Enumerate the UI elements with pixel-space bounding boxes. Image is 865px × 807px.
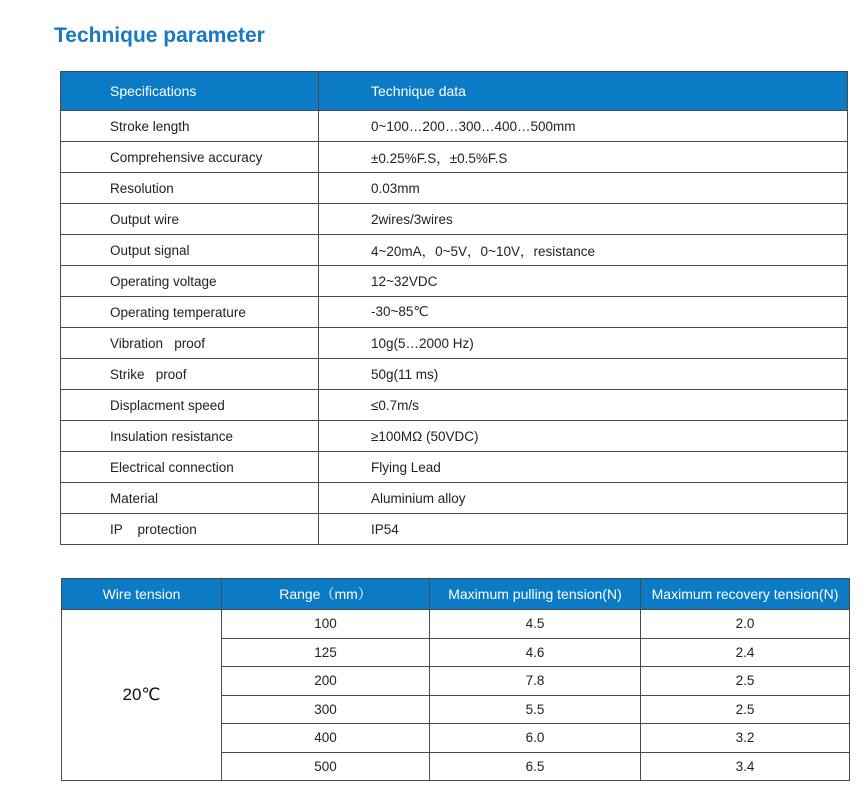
range-cell: 125 — [222, 638, 430, 667]
table-row — [61, 514, 848, 545]
spec-name-cell: Insulation resistance — [61, 421, 319, 452]
spec-name-cell: Stroke length — [61, 111, 319, 142]
table-row — [61, 266, 848, 297]
table-row — [62, 610, 850, 639]
tension-header-range: Range（mm） — [222, 579, 430, 610]
table-row — [61, 452, 848, 483]
table-row — [61, 204, 848, 235]
spec-name-cell: Operating temperature — [61, 297, 319, 328]
range-cell: 100 — [222, 610, 430, 639]
spec-value-cell: 0~100…200…300…400…500mm — [319, 111, 848, 142]
spec-value-cell: 0.03mm — [319, 173, 848, 204]
spec-header-row — [61, 72, 848, 111]
spec-name-cell: Displacment speed — [61, 390, 319, 421]
spec-value-cell: 12~32VDC — [319, 266, 848, 297]
table-row — [61, 173, 848, 204]
table-row — [61, 235, 848, 266]
spec-value-cell: Flying Lead — [319, 452, 848, 483]
spec-name-cell: Strike proof — [61, 359, 319, 390]
spec-value-cell: ≤0.7m/s — [319, 390, 848, 421]
max-recovery-cell: 2.4 — [641, 638, 850, 667]
max-recovery-cell: 2.0 — [641, 610, 850, 639]
max-recovery-cell: 2.5 — [641, 667, 850, 696]
range-cell: 200 — [222, 667, 430, 696]
range-cell: 300 — [222, 695, 430, 724]
max-pulling-cell: 6.0 — [430, 724, 641, 753]
max-pulling-cell: 5.5 — [430, 695, 641, 724]
spec-name-cell: Vibration proof — [61, 328, 319, 359]
range-cell: 400 — [222, 724, 430, 753]
spec-value-cell: ≥100MΩ (50VDC) — [319, 421, 848, 452]
spec-name-cell: Resolution — [61, 173, 319, 204]
spec-name-cell: Output signal — [61, 235, 319, 266]
range-cell: 500 — [222, 752, 430, 781]
spec-value-cell: Aluminium alloy — [319, 483, 848, 514]
spec-value-cell: -30~85℃ — [319, 297, 848, 328]
wire-tension-table — [61, 578, 850, 781]
spec-header-technique-data: Technique data — [319, 72, 848, 111]
spec-value-cell: 2wires/3wires — [319, 204, 848, 235]
spec-value-cell: IP54 — [319, 514, 848, 545]
table-row — [61, 328, 848, 359]
spec-name-cell: IP protection — [61, 514, 319, 545]
spec-value-cell: 50g(11 ms) — [319, 359, 848, 390]
tension-header-max-pulling: Maximum pulling tension(N) — [430, 579, 641, 610]
spec-value-cell: 4~20mA，0~5V，0~10V，resistance — [319, 235, 848, 266]
spec-name-cell: Comprehensive accuracy — [61, 142, 319, 173]
max-pulling-cell: 4.5 — [430, 610, 641, 639]
table-row — [61, 421, 848, 452]
spec-value-cell: 10g(5…2000 Hz) — [319, 328, 848, 359]
page-title: Technique parameter — [54, 24, 265, 47]
tension-header-wire-tension: Wire tension — [62, 579, 222, 610]
table-row — [61, 359, 848, 390]
spec-name-cell: Material — [61, 483, 319, 514]
spec-name-cell: Electrical connection — [61, 452, 319, 483]
table-row — [61, 390, 848, 421]
table-row — [61, 111, 848, 142]
table-row — [61, 297, 848, 328]
max-pulling-cell: 6.5 — [430, 752, 641, 781]
table-row — [61, 142, 848, 173]
tension-header-max-recovery: Maximum recovery tension(N) — [641, 579, 850, 610]
max-recovery-cell: 3.4 — [641, 752, 850, 781]
max-pulling-cell: 7.8 — [430, 667, 641, 696]
max-recovery-cell: 2.5 — [641, 695, 850, 724]
max-recovery-cell: 3.2 — [641, 724, 850, 753]
spec-name-cell: Output wire — [61, 204, 319, 235]
temperature-cell: 20℃ — [62, 610, 222, 781]
tension-header-row — [62, 579, 850, 610]
max-pulling-cell: 4.6 — [430, 638, 641, 667]
spec-value-cell: ±0.25%F.S，±0.5%F.S — [319, 142, 848, 173]
spec-header-specifications: Specifications — [61, 72, 319, 111]
spec-table — [60, 71, 848, 545]
table-row — [61, 483, 848, 514]
spec-name-cell: Operating voltage — [61, 266, 319, 297]
